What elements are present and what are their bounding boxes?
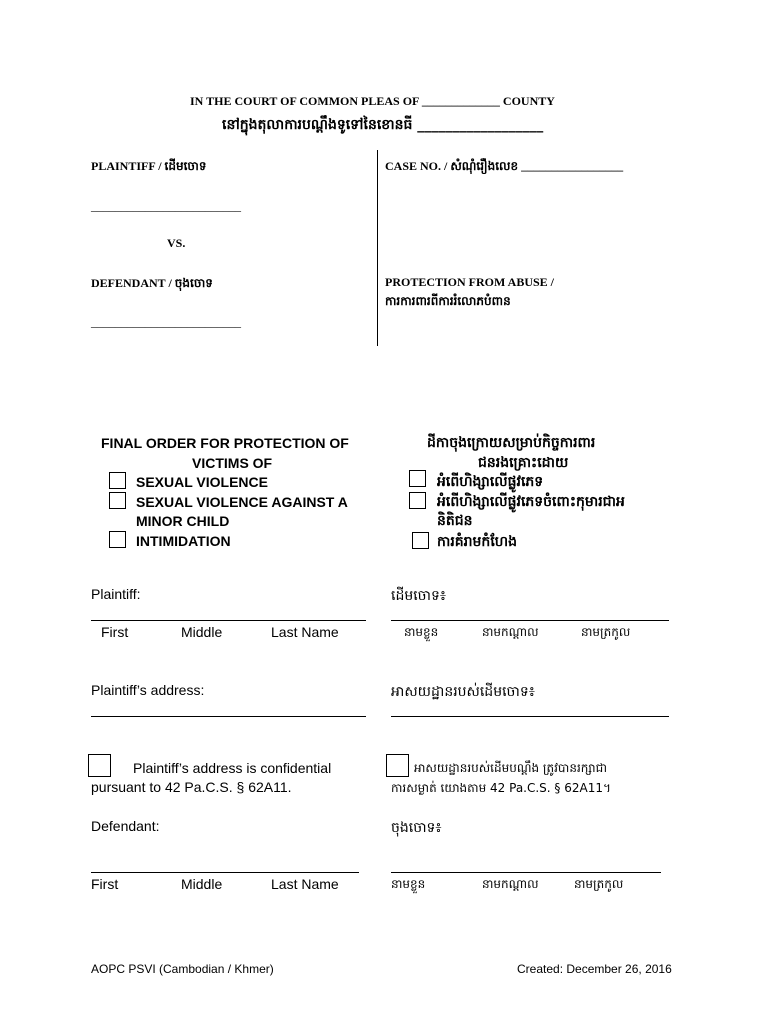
order-title-km-line1: ដីកាចុងក្រោយសម្រាប់កិច្ចការពារ xyxy=(427,435,596,451)
confidential-address-checkbox-en[interactable] xyxy=(88,754,111,777)
sexual-violence-minor-checkbox-en[interactable] xyxy=(109,492,126,509)
confidential-notice-en-line2: pursuant to 42 Pa.C.S. § 62A11. xyxy=(91,779,292,795)
plaintiff-address-line-km[interactable] xyxy=(391,716,669,717)
option-sexual-violence-minor-km: អំពើហិង្សាលើផ្លូវភេទចំពោះកុមារជាអ xyxy=(437,494,625,510)
plaintiff-last-label-km: នាមត្រកូល xyxy=(581,625,631,639)
caption-divider xyxy=(377,150,378,346)
form-identifier: AOPC PSVI (Cambodian / Khmer) xyxy=(91,962,274,976)
intimidation-checkbox-en[interactable] xyxy=(109,531,126,548)
defendant-middle-label-en: Middle xyxy=(181,876,223,892)
court-title-km: នៅក្នុងតុលាការបណ្ដឹងទូទៅនៃខោនធី __________________ xyxy=(222,117,544,133)
confidential-notice-en-line1: Plaintiff’s address is confidential xyxy=(133,760,332,776)
sexual-violence-checkbox-en[interactable] xyxy=(109,472,126,489)
defendant-caption-label: DEFENDANT / ចុងចោទ xyxy=(91,276,213,290)
option-intimidation-en: INTIMIDATION xyxy=(136,533,231,549)
plaintiff-address-label-km: អាសយដ្ឋានរបស់ដើមចោទ៖ xyxy=(391,684,535,700)
plaintiff-first-label-en: First xyxy=(101,624,129,640)
plaintiff-last-label-en: Last Name xyxy=(271,624,339,640)
order-title-km-line2: ជនរងគ្រោះដោយ xyxy=(478,455,569,471)
option-minor-child-en: MINOR CHILD xyxy=(136,513,230,529)
defendant-last-label-en: Last Name xyxy=(271,876,339,892)
plaintiff-address-line-en[interactable] xyxy=(91,716,366,717)
sexual-violence-minor-checkbox-km[interactable] xyxy=(409,492,426,509)
plaintiff-caption-label: PLAINTIFF / ដើមចោទ xyxy=(91,159,207,173)
defendant-name-line-km[interactable] xyxy=(391,872,661,873)
plaintiff-caption-line[interactable]: _________________________ xyxy=(91,199,241,213)
intimidation-checkbox-km[interactable] xyxy=(412,532,429,549)
sexual-violence-checkbox-km[interactable] xyxy=(409,470,426,487)
court-title-en: IN THE COURT OF COMMON PLEAS OF _____________ COUNTY xyxy=(190,94,555,108)
defendant-name-line-en[interactable] xyxy=(91,872,359,873)
plaintiff-middle-label-en: Middle xyxy=(181,624,223,640)
option-sexual-violence-en: SEXUAL VIOLENCE xyxy=(136,474,268,490)
plaintiff-name-line-en[interactable] xyxy=(91,620,366,621)
defendant-first-label-km: នាមខ្លួន xyxy=(391,877,426,891)
confidential-notice-km-line1: អាសយដ្ឋានរបស់ដើមបណ្ដឹង ត្រូវបានរក្សាជា xyxy=(414,761,608,775)
plaintiff-label-km: ដើមចោទ៖ xyxy=(391,588,447,604)
plaintiff-first-label-km: នាមខ្លួន xyxy=(404,625,439,639)
defendant-label-km: ចុងចោទ៖ xyxy=(391,820,442,836)
option-sexual-violence-minor-en: SEXUAL VIOLENCE AGAINST A xyxy=(136,494,348,510)
confidential-notice-km-line2: ការសម្ងាត់ យោងតាម 42 Pa.C.S. § 62A11។ xyxy=(391,781,611,795)
defendant-middle-label-km: នាមកណ្ដាល xyxy=(482,877,539,891)
defendant-last-label-km: នាមត្រកូល xyxy=(574,877,624,891)
versus-label: VS. xyxy=(167,236,186,250)
plaintiff-address-label-en: Plaintiff’s address: xyxy=(91,682,205,698)
option-intimidation-km: ការគំរាមកំហែង xyxy=(437,534,517,550)
plaintiff-name-line-km[interactable] xyxy=(391,620,669,621)
protection-label-km: ការការពារពីការរំលោភបំពាន xyxy=(385,294,511,308)
protection-label-en: PROTECTION FROM ABUSE / xyxy=(385,275,555,289)
created-date: Created: December 26, 2016 xyxy=(517,962,672,976)
option-minor-child-km: និតិជន xyxy=(437,513,473,529)
order-title-en-line1: FINAL ORDER FOR PROTECTION OF xyxy=(101,435,349,451)
plaintiff-middle-label-km: នាមកណ្ដាល xyxy=(482,625,539,639)
defendant-first-label-en: First xyxy=(91,876,119,892)
case-number-field[interactable]: CASE NO. / សំណុំរឿងលេខ _________________ xyxy=(385,159,624,173)
order-title-en-line2: VICTIMS OF xyxy=(192,455,273,471)
defendant-caption-line[interactable]: _________________________ xyxy=(91,315,241,329)
defendant-label-en: Defendant: xyxy=(91,818,160,834)
plaintiff-label-en: Plaintiff: xyxy=(91,586,141,602)
option-sexual-violence-km: អំពើហិង្សាលើផ្លូវភេទ xyxy=(437,474,544,490)
confidential-address-checkbox-km[interactable] xyxy=(386,754,409,777)
